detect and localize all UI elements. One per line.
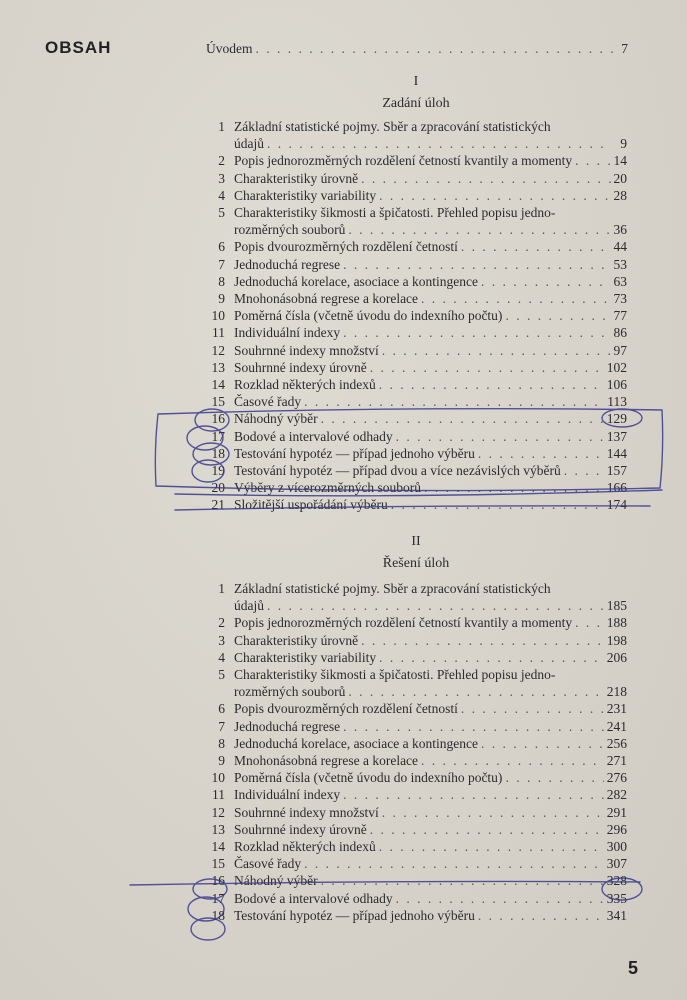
dot-leader (379, 838, 604, 855)
dot-leader (481, 273, 610, 290)
dot-leader (379, 649, 604, 666)
dot-leader (370, 821, 604, 838)
toc-entry-page: 300 (606, 839, 627, 854)
toc-entry-title: Jednoduchá regrese (234, 718, 341, 734)
toc-entry-number: 13 (211, 821, 225, 837)
dot-leader (481, 735, 604, 752)
toc-entry-number: 18 (211, 907, 225, 923)
toc-entry-number: 19 (211, 463, 225, 478)
dot-leader (379, 187, 610, 204)
toc-entry-number: 4 (218, 649, 225, 665)
dot-leader (478, 445, 604, 462)
toc-entry-number: 5 (218, 667, 225, 682)
toc-entry-title: Popis dvourozměrných rozdělení četností (234, 239, 458, 255)
dot-leader (564, 462, 604, 479)
toc-entry-title: Složitější uspořádání výběru (234, 497, 388, 513)
toc-entry-page: 276 (606, 770, 627, 786)
toc-entry-page: 7 (621, 41, 628, 56)
toc-entry (205, 204, 627, 221)
part-numeral: I (413, 74, 419, 89)
toc-entry (205, 804, 627, 821)
toc-entry (205, 666, 627, 683)
dot-leader (343, 718, 604, 735)
toc-entry-number: 8 (218, 735, 225, 751)
dot-leader (348, 683, 603, 700)
toc-entry-number: 21 (211, 497, 225, 513)
dot-leader (421, 290, 610, 307)
toc-entry-title: rozměrných souborů (234, 684, 346, 700)
toc-entry-title: Poměrná čísla (včetně úvodu do indexního počtu) (234, 308, 503, 324)
toc-entry-title: údajů (234, 598, 264, 614)
toc-entry-page: 73 (613, 291, 627, 306)
toc-entry-page: 188 (606, 615, 627, 631)
toc-entry (205, 152, 627, 169)
toc-entry-title: Testování hypotéz — případ jednoho výběru (234, 907, 475, 923)
toc-entry-title: Náhodný výběr (234, 873, 318, 889)
dot-leader (370, 359, 604, 376)
dot-leader (382, 342, 611, 359)
toc-entry-number: 11 (212, 787, 225, 803)
toc-entry (205, 290, 627, 307)
toc-entry-page: 335 (606, 890, 627, 906)
dot-leader (461, 700, 604, 717)
toc-entry-title: Časové řady (234, 856, 302, 872)
toc-entry-page: 206 (606, 649, 627, 665)
toc-entry (205, 907, 627, 924)
toc-entry-title: Charakteristiky variability (234, 649, 377, 665)
dot-leader (424, 479, 604, 496)
dot-leader (321, 410, 604, 427)
toc-entry (205, 462, 627, 479)
toc-entry-number: 10 (211, 308, 225, 324)
toc-entry-number: 16 (211, 411, 225, 427)
toc-entry (205, 872, 627, 889)
toc-entry-title: Testování hypotéz — případ dvou a více nezávislých výběrů (234, 463, 561, 478)
toc-entry-page: 241 (606, 718, 627, 734)
toc-entry-title: Popis dvourozměrných rozdělení četností (234, 701, 458, 717)
toc-entry (205, 445, 627, 462)
dot-leader (267, 597, 604, 614)
dot-leader (361, 170, 610, 187)
toc-entry-page: 198 (606, 632, 627, 648)
toc-entry-title: Jednoduchá korelace, asociace a kontingence (234, 735, 479, 751)
toc-entry-number: 9 (218, 753, 225, 768)
toc-entry-number: 3 (218, 632, 225, 648)
toc-entry (205, 393, 627, 410)
toc-entry-page: 282 (606, 787, 627, 803)
toc-entry (205, 580, 627, 597)
toc-entry-page: 113 (607, 394, 627, 410)
toc-entry-page: 174 (606, 497, 627, 513)
toc-entry-title: Bodové a intervalové odhady (234, 890, 393, 906)
toc-entry-number: 10 (211, 770, 225, 786)
toc-entry-title: Testování hypotéz — případ jednoho výběru (234, 445, 475, 461)
dot-leader (304, 393, 604, 410)
toc-entry (205, 700, 627, 717)
toc-entry-page: 231 (606, 701, 627, 717)
toc-entry-title: Popis jednorozměrných rozdělení četností kvantily a momenty (234, 615, 573, 631)
toc-entry-page: 185 (606, 598, 627, 614)
dot-leader (391, 496, 604, 513)
toc-entry-page: 296 (606, 821, 627, 837)
toc-entry-title: údajů (234, 136, 264, 152)
toc-entry-title: Souhrnné indexy množství (234, 342, 379, 358)
toc-entry-number: 13 (211, 359, 225, 375)
toc-entry (205, 238, 627, 255)
toc-entry-number: 4 (218, 187, 225, 203)
toc-entry-number: 20 (211, 480, 225, 496)
toc-entry-page: 53 (613, 256, 627, 272)
toc-entry (205, 359, 627, 376)
toc-entry-title: Charakteristiky úrovně (234, 170, 359, 186)
toc-entry (205, 496, 627, 513)
toc-entry (205, 410, 627, 427)
toc-entry-number: 9 (218, 291, 225, 306)
dot-leader (321, 872, 604, 889)
toc-entry-title: Časové řady (234, 394, 302, 410)
toc-entry-page: 291 (606, 804, 627, 820)
dot-leader (343, 324, 610, 341)
toc-entry-title: Poměrná čísla (včetně úvodu do indexního počtu) (234, 770, 503, 786)
page-number: 5 (628, 958, 639, 978)
dot-leader (505, 307, 610, 324)
toc-entry (205, 118, 627, 135)
toc-entry-page: 328 (606, 873, 627, 889)
toc-entry-title: Souhrnné indexy úrovně (234, 821, 367, 837)
toc-entry-continuation (234, 683, 627, 700)
dot-leader (396, 890, 604, 907)
toc-entry-title: Charakteristiky variability (234, 187, 377, 203)
part-title: Zadání úloh (382, 96, 450, 111)
toc-entry-page: 256 (606, 735, 627, 751)
toc-entry-continuation (234, 135, 627, 152)
toc-entry-number: 16 (211, 873, 225, 889)
dot-leader (478, 907, 604, 924)
toc-entry (205, 307, 627, 324)
part-numeral: II (411, 534, 421, 549)
dot-leader (361, 632, 604, 649)
toc-entry-title: Základní statistické pojmy. Sběr a zpracování statistických (234, 581, 551, 596)
toc-entry-number: 6 (218, 239, 225, 255)
dot-leader (343, 256, 610, 273)
dot-leader (505, 769, 603, 786)
toc-entry (205, 273, 627, 290)
toc-entry-page: 36 (613, 222, 627, 238)
toc-entry-title: Základní statistické pojmy. Sběr a zpracování statistických (234, 119, 551, 134)
toc-entry-number: 14 (211, 377, 225, 392)
toc-entry (205, 632, 627, 649)
toc-entry-number: 12 (211, 804, 225, 820)
toc-entry-number: 18 (211, 445, 225, 461)
toc-entry (205, 479, 627, 496)
toc-entry-number: 11 (212, 325, 225, 341)
toc-entry (205, 428, 627, 445)
toc-entry-continuation (234, 221, 627, 238)
toc-entry-title: Jednoduchá regrese (234, 256, 341, 272)
toc-entry (205, 752, 627, 769)
toc-entry (205, 838, 627, 855)
toc-entry-page: 28 (613, 187, 627, 203)
toc-entry-title: Jednoduchá korelace, asociace a kontingence (234, 273, 479, 289)
toc-entry-title: Popis jednorozměrných rozdělení četností kvantily a momenty (234, 153, 573, 169)
toc-entry-page: 341 (606, 907, 627, 923)
dot-leader (256, 40, 614, 57)
part-title: Řešení úloh (382, 556, 450, 571)
toc-entry-title: Charakteristiky šikmosti a špičatosti. Přehled popisu jedno- (234, 205, 556, 220)
toc-entry-title: Úvodem (206, 41, 253, 56)
toc-entry-page: 307 (606, 856, 627, 872)
toc-entry-page: 102 (606, 359, 627, 375)
toc-entry-continuation (234, 597, 627, 614)
toc-entry-number: 2 (218, 153, 225, 169)
toc-entry-number: 17 (211, 890, 225, 906)
toc-entry-title: Rozklad některých indexů (234, 377, 376, 392)
toc-entry (205, 821, 627, 838)
toc-entry-number: 5 (218, 205, 225, 220)
dot-leader (461, 238, 611, 255)
toc-entry (205, 170, 627, 187)
toc-entry-page: 86 (613, 325, 627, 341)
toc-entry-title: Mnohonásobná regrese a korelace (234, 753, 419, 768)
toc-entry-page: 97 (613, 342, 627, 358)
dot-leader (304, 855, 604, 872)
toc-entry-page: 129 (606, 411, 627, 427)
toc-entry (205, 855, 627, 872)
toc-entry (205, 718, 627, 735)
toc-entry (205, 256, 627, 273)
dot-leader (267, 135, 612, 152)
toc-entry-page: 9 (620, 136, 627, 152)
toc-entry (205, 735, 627, 752)
toc-entry-title: Bodové a intervalové odhady (234, 428, 393, 444)
dot-leader (382, 804, 604, 821)
toc-entry-page: 14 (613, 153, 627, 169)
toc-entry (205, 324, 627, 341)
toc-entry-number: 1 (218, 119, 225, 134)
toc-entry-title: Individuální indexy (234, 325, 341, 341)
toc-entry-page: 63 (613, 273, 627, 289)
toc-entry (205, 376, 627, 393)
dot-leader (379, 376, 604, 393)
toc-entry-page: 20 (613, 170, 627, 186)
toc-entry-page: 77 (613, 308, 627, 324)
toc-entry-title: Souhrnné indexy množství (234, 804, 379, 820)
dot-leader (348, 221, 610, 238)
toc-entry (205, 614, 627, 631)
toc-entry-title: Souhrnné indexy úrovně (234, 359, 367, 375)
toc-entry-intro (206, 40, 628, 57)
toc-entry-title: rozměrných souborů (234, 222, 346, 238)
toc-entry-page: 44 (613, 239, 627, 255)
toc-entry-page: 166 (606, 480, 627, 496)
toc-entry (205, 187, 627, 204)
dot-leader (396, 428, 604, 445)
toc-entry-title: Individuální indexy (234, 787, 341, 803)
toc-entry-number: 1 (218, 581, 225, 596)
toc-entry-title: Charakteristiky úrovně (234, 632, 359, 648)
toc-entry-title: Rozklad některých indexů (234, 839, 376, 854)
toc-entry-number: 15 (211, 394, 225, 410)
toc-entry-title: Náhodný výběr (234, 411, 318, 427)
dot-leader (575, 152, 610, 169)
toc-entry-page: 271 (606, 753, 627, 768)
toc-entry-number: 7 (218, 718, 225, 734)
toc-entry-number: 7 (218, 256, 225, 272)
toc-entry-number: 15 (211, 856, 225, 872)
toc-entry-number: 12 (211, 342, 225, 358)
dot-leader (343, 786, 604, 803)
toc-entry (205, 342, 627, 359)
toc-entry-title: Charakteristiky šikmosti a špičatosti. Přehled popisu jedno- (234, 667, 556, 682)
toc-entry-number: 2 (218, 615, 225, 631)
toc-entry-page: 144 (606, 445, 627, 461)
toc-entry-page: 157 (606, 463, 627, 478)
toc-entry-title: Výběry z vícerozměrných souborů (234, 480, 422, 496)
toc-entry-number: 3 (218, 170, 225, 186)
toc-entry-title: Mnohonásobná regrese a korelace (234, 291, 419, 306)
contents-heading: OBSAH (45, 38, 112, 57)
toc-entry-number: 8 (218, 273, 225, 289)
toc-entry-number: 14 (211, 839, 225, 854)
toc-entry-number: 6 (218, 701, 225, 717)
dot-leader (421, 752, 604, 769)
toc-entry-page: 106 (606, 377, 627, 392)
toc-entry (205, 786, 627, 803)
toc-entry (205, 890, 627, 907)
toc-entry-number: 17 (211, 428, 225, 444)
toc-entry (205, 769, 627, 786)
toc-entry (205, 649, 627, 666)
toc-entry-page: 137 (606, 428, 627, 444)
dot-leader (575, 614, 604, 631)
toc-entry-page: 218 (606, 684, 627, 700)
